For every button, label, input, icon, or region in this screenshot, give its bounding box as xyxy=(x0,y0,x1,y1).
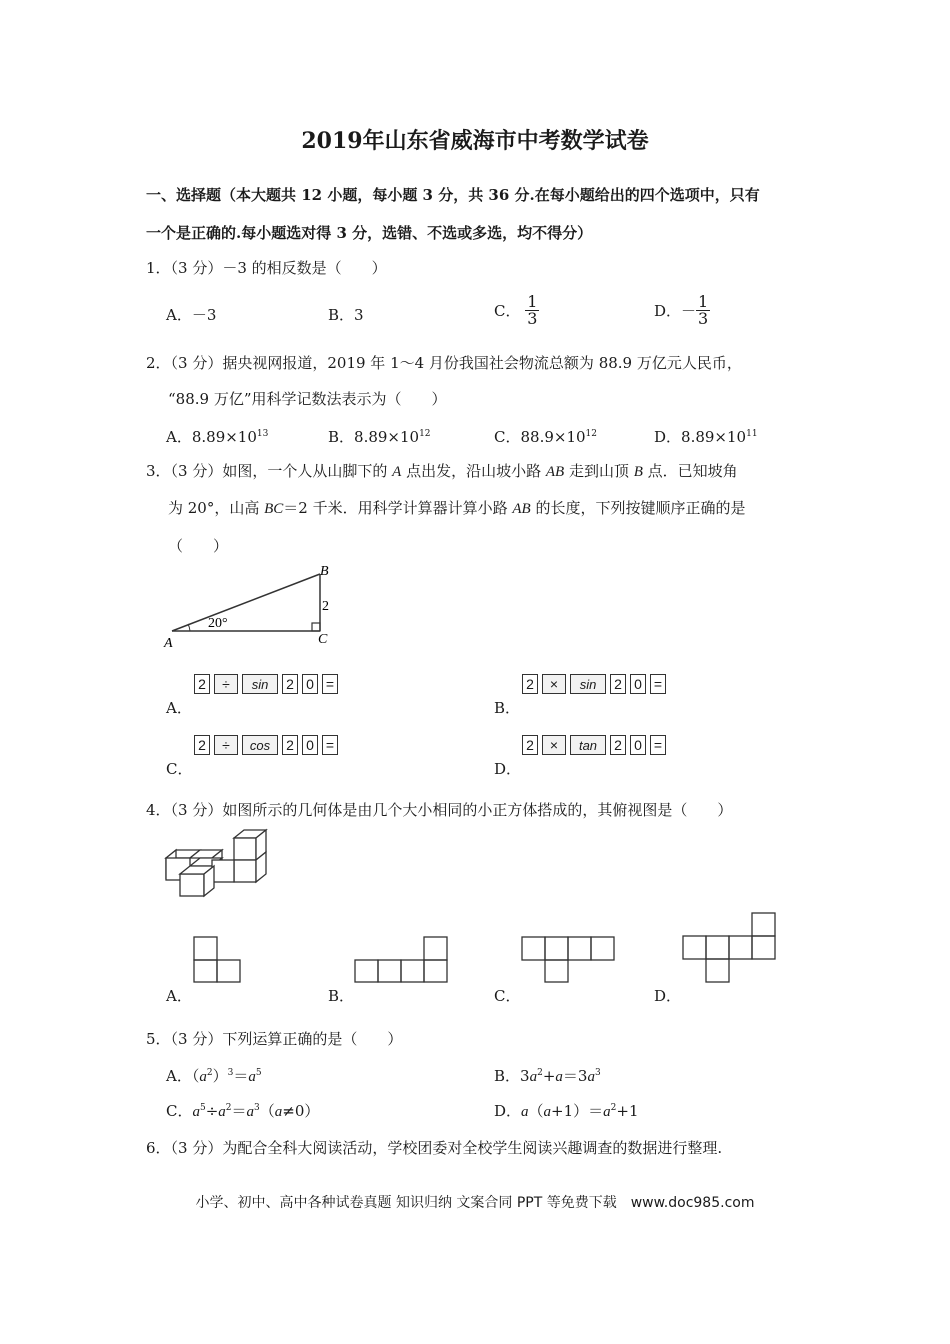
question-3-stem-line1: 3．（3 分）如图，一个人从山脚下的 A 点出发，沿山坡小路 AB 走到山顶 B 点．已知坡角 xyxy=(146,462,738,480)
q2-option-c: C．$88.9\times 10^{12}$ xyxy=(494,428,597,446)
q2-option-a: A．$8.89\times 10^{13}$ xyxy=(166,428,269,446)
q1-option-c: C． $\frac{1}{3}$ xyxy=(494,292,538,328)
calc-key: 0 xyxy=(302,674,318,694)
angle-label: 20° xyxy=(208,616,228,631)
calc-key: tan xyxy=(570,735,606,755)
calc-key: 0 xyxy=(630,674,646,694)
question-3-stem-line3: （ ） xyxy=(168,537,229,555)
calc-key: 2 xyxy=(522,735,538,755)
q3-option-d-label: D． xyxy=(494,760,522,778)
q3-option-a-label: A． xyxy=(166,699,192,717)
q2-option-b: B．$8.89\times 10^{12}$ xyxy=(328,428,431,446)
question-1-stem: 1．（3 分）－3 的相反数是（ ） xyxy=(146,259,387,277)
question-4-stem: 4．（3 分）如图所示的几何体是由几个大小相同的小正方体搭成的，其俯视图是（ ） xyxy=(146,801,733,819)
calc-key: 0 xyxy=(630,735,646,755)
calc-key: ÷ xyxy=(214,735,238,755)
height-label: 2 xyxy=(322,599,329,614)
calc-key: 2 xyxy=(282,735,298,755)
calc-key: 0 xyxy=(302,735,318,755)
q5-option-a: A．$(a^2)^3=a^5$ xyxy=(166,1067,262,1085)
q1-option-b: B．3 xyxy=(328,306,364,324)
section-heading-line1: 一、选择题（本大题共 12 小题，每小题 3 分，共 36 分.在每小题给出的四个选项中，只有 xyxy=(146,186,760,204)
q3-option-b-keys xyxy=(522,674,666,694)
slope-triangle-figure xyxy=(160,560,340,655)
calc-key: 2 xyxy=(194,735,210,755)
page-footer: 小学、初中、高中各种试卷真题 知识归纳 文案合同 PPT 等免费下载 www.doc985.com xyxy=(195,1195,755,1211)
vertex-c-label: C xyxy=(318,632,328,647)
fraction-one-third: $\frac{1}{3}$ xyxy=(698,292,709,328)
vertex-a-label: A xyxy=(164,636,173,651)
calc-key: 2 xyxy=(194,674,210,694)
calc-key: ÷ xyxy=(214,674,238,694)
q4-option-b-label: B． xyxy=(328,987,355,1005)
q4-option-a-label: A． xyxy=(166,987,192,1005)
q3-option-d-keys xyxy=(522,735,666,755)
section-heading-line2: 一个是正确的.每小题选对得 3 分，选错、不选或多选，均不得分） xyxy=(146,224,593,242)
q4-option-b-figure xyxy=(355,937,450,985)
q4-option-a-figure xyxy=(194,937,244,985)
q4-option-c-figure xyxy=(522,937,617,985)
calc-key: sin xyxy=(570,674,606,694)
q1-option-d: D．－ $\frac{1}{3}$ xyxy=(654,292,709,328)
question-5-stem: 5．（3 分）下列运算正确的是（ ） xyxy=(146,1030,403,1048)
q4-option-d-figure xyxy=(683,913,778,985)
calc-key: sin xyxy=(242,674,278,694)
q1-option-a: A．－3 xyxy=(166,306,217,324)
q3-option-b-label: B． xyxy=(494,699,521,717)
calc-key: 2 xyxy=(610,674,626,694)
calc-key: 2 xyxy=(610,735,626,755)
q4-option-c-label: C． xyxy=(494,987,521,1005)
q5-option-c: C．$a^5\div a^2=a^3(a\ne 0)$ xyxy=(166,1102,320,1120)
fraction-one-third: $\frac{1}{3}$ xyxy=(527,292,538,328)
q3-option-c-label: C． xyxy=(166,760,193,778)
q3-option-a-keys xyxy=(194,674,338,694)
q3-option-c-keys xyxy=(194,735,338,755)
calc-key: 2 xyxy=(282,674,298,694)
calc-key: = xyxy=(322,735,338,755)
question-2-stem-line2: “88.9 万亿”用科学记数法表示为（ ） xyxy=(168,390,447,408)
q5-option-d: D．$a(a+1)=a^2+1$ xyxy=(494,1102,639,1120)
question-6-stem: 6．（3 分）为配合全科大阅读活动，学校团委对全校学生阅读兴趣调查的数据进行整理. xyxy=(146,1139,723,1157)
q2-option-d: D．$8.89\times 10^{11}$ xyxy=(654,428,758,446)
question-3-stem-line2: 为 20°，山高 BC＝2 千米．用科学计算器计算小路 AB 的长度，下列按键顺序正确的是 xyxy=(168,499,746,517)
calc-key: cos xyxy=(242,735,278,755)
calc-key: × xyxy=(542,674,566,694)
question-2-stem-line1: 2．（3 分）据央视网报道，2019 年 1～4 月份我国社会物流总额为 88.9 万亿元人民币， xyxy=(146,354,742,372)
q4-option-d-label: D． xyxy=(654,987,682,1005)
calc-key: × xyxy=(542,735,566,755)
vertex-b-label: B xyxy=(320,564,329,579)
cube-stack-figure xyxy=(162,826,272,902)
calc-key: 2 xyxy=(522,674,538,694)
page-title: 2019年山东省威海市中考数学试卷 xyxy=(301,128,649,154)
calc-key: = xyxy=(322,674,338,694)
q5-option-b: B．$3a^2+a=3a^3$ xyxy=(494,1067,601,1085)
calc-key: = xyxy=(650,674,666,694)
calc-key: = xyxy=(650,735,666,755)
